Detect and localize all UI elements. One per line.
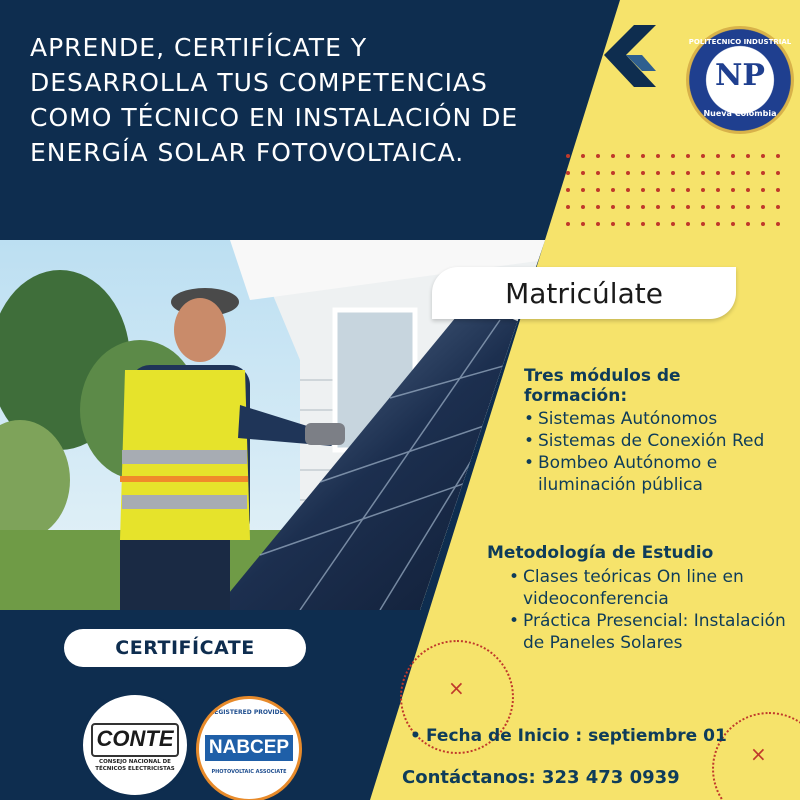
modules-title: Tres módulos de formación: (524, 366, 681, 406)
decorative-dot (626, 205, 630, 209)
decorative-dot (656, 188, 660, 192)
decorative-dot (641, 171, 645, 175)
conte-logo-subtitle: CONSEJO NACIONAL DE TÉCNICOS ELECTRICISTAS (95, 759, 175, 772)
decorative-dot (581, 222, 585, 226)
seal-monogram: NP (715, 58, 765, 93)
module-item: • Sistemas de Conexión Red (524, 430, 784, 452)
decorative-dot (611, 222, 615, 226)
decorative-dot (671, 188, 675, 192)
decorative-dot (596, 154, 600, 158)
arrow-logo-icon (604, 25, 664, 95)
seal-title: POLITECNICO INDUSTRIAL (688, 38, 792, 46)
decorative-dot (761, 188, 765, 192)
decorative-dot (656, 205, 660, 209)
decorative-dot (611, 154, 615, 158)
decorative-dot (596, 205, 600, 209)
decorative-dot (686, 205, 690, 209)
decorative-dot (686, 188, 690, 192)
decorative-dot (746, 222, 750, 226)
conte-logo (80, 692, 190, 798)
decorative-dot (716, 222, 720, 226)
decorative-dot (731, 205, 735, 209)
decorative-dot (761, 171, 765, 175)
decorative-dot (626, 154, 630, 158)
nabcep-logo-name: NABCEP (205, 735, 293, 761)
decorative-dot (581, 188, 585, 192)
methodology-item: • Clases teóricas On line en videoconferencia (509, 566, 787, 610)
contact-phone: Contáctanos: 323 473 0939 (402, 767, 680, 788)
decorative-dot (686, 154, 690, 158)
decorative-dot (671, 171, 675, 175)
decorative-dot (776, 154, 780, 158)
decorative-dot (716, 205, 720, 209)
decorative-dot (761, 222, 765, 226)
decorative-dot (761, 205, 765, 209)
headline: APRENDE, CERTIFÍCATE Y DESARROLLA TUS COMPETENCIAS COMO TÉCNICO EN INSTALACIÓN DE ENERGÍA SOLAR FOTOVOLTAICA. (30, 33, 519, 167)
decorative-dot (656, 171, 660, 175)
decorative-dot (686, 171, 690, 175)
conte-logo-name: CONTE (91, 723, 179, 757)
methodology-list (509, 566, 787, 654)
modules-section (524, 366, 784, 496)
decorative-dot (746, 171, 750, 175)
dot-pattern (560, 148, 790, 238)
seal-subtitle: Nueva Colombia (703, 109, 777, 118)
decorative-dot (701, 188, 705, 192)
decorative-dot (581, 205, 585, 209)
decorative-dot (731, 171, 735, 175)
decorative-dot (611, 188, 615, 192)
decorative-dot (701, 171, 705, 175)
decorative-dot (776, 171, 780, 175)
decorative-dot (656, 222, 660, 226)
decorative-dot (731, 154, 735, 158)
decorative-dot (701, 222, 705, 226)
decorative-dot (641, 154, 645, 158)
decorative-dot (611, 205, 615, 209)
nabcep-logo-bottom-text: PHOTOVOLTAIC ASSOCIATE (211, 769, 287, 775)
decorative-dot (761, 154, 765, 158)
decorative-dot (701, 154, 705, 158)
decorative-dot (671, 205, 675, 209)
decorative-dot (746, 188, 750, 192)
certify-banner: CERTIFÍCATE (64, 629, 306, 667)
decorative-dot (641, 222, 645, 226)
decorative-dot (776, 222, 780, 226)
institution-seal-logo (686, 26, 794, 134)
decorative-dot (746, 205, 750, 209)
decorative-dot (731, 222, 735, 226)
decorative-dot (731, 188, 735, 192)
decorative-dot (656, 154, 660, 158)
decorative-dot (716, 188, 720, 192)
start-date-row (410, 726, 750, 746)
decorative-x-icon: × (750, 742, 767, 766)
decorative-dot (776, 205, 780, 209)
decorative-dot (566, 205, 570, 209)
decorative-dot (566, 171, 570, 175)
methodology-title: Metodología de Estudio (487, 543, 714, 563)
decorative-dot (626, 171, 630, 175)
decorative-x-icon: × (448, 676, 465, 700)
decorative-dot (626, 222, 630, 226)
nabcep-logo (196, 696, 302, 800)
enroll-banner: Matricúlate (432, 267, 736, 319)
decorative-dot (581, 171, 585, 175)
decorative-dot (596, 222, 600, 226)
decorative-dot (581, 154, 585, 158)
start-date-text: Fecha de Inicio : septiembre 01 (426, 726, 727, 746)
decorative-dot (566, 188, 570, 192)
decorative-dot (566, 222, 570, 226)
methodology-item: • Práctica Presencial: Instalación de Paneles Solares (509, 610, 787, 654)
module-item: • Bombeo Autónomo e iluminación pública (524, 452, 784, 496)
decorative-dot (641, 205, 645, 209)
decorative-dot (776, 188, 780, 192)
decorative-dot (641, 188, 645, 192)
decorative-dot (566, 154, 570, 158)
decorative-dot (626, 188, 630, 192)
decorative-dot (716, 154, 720, 158)
decorative-dot (611, 171, 615, 175)
decorative-dot (686, 222, 690, 226)
decorative-dot (746, 154, 750, 158)
decorative-dot (671, 154, 675, 158)
bullet-icon: • (410, 726, 421, 746)
decorative-dot (716, 171, 720, 175)
module-item: • Sistemas Autónomos (524, 408, 784, 430)
modules-list (524, 408, 784, 496)
decorative-dot (701, 205, 705, 209)
decorative-dot (671, 222, 675, 226)
nabcep-logo-top-text: REGISTERED PROVIDER (209, 709, 289, 716)
methodology-section (487, 542, 787, 654)
decorative-dot (596, 188, 600, 192)
decorative-dot (596, 171, 600, 175)
